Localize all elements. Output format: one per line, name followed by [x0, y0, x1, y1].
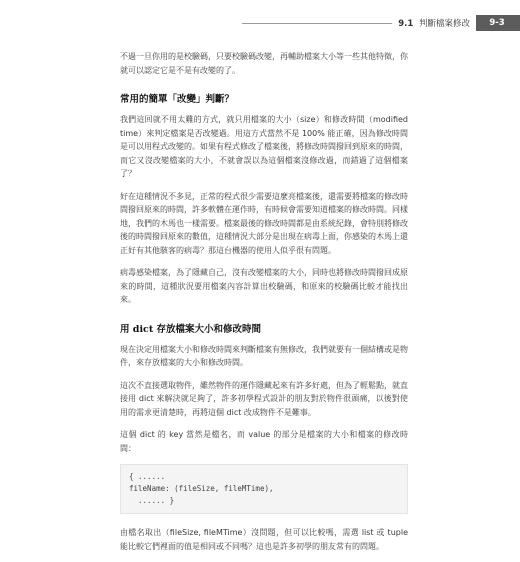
code-block: { ...... fileName: (fileSize, fileMTime), ...... } [120, 464, 408, 514]
paragraph-compare: 由檔名取出（fileSize, fileMTime）沒問題，但可以比較嗎，需選 list 或 tuple 能比較它們裡面的值是相同或不同嗎？這也是許多初學的朋友常有的問題。 [120, 528, 408, 551]
page-number: 9-3 [476, 15, 520, 31]
paragraph-virus: 病毒感染檔案，為了隱藏自己，沒有改變檔案的大小，同時也將修改時間撥回成原來的時間，這種狀況要用檔案內容計算出校驗碼，和原來的校驗碼比較才能找出來。 [120, 268, 408, 304]
paragraph-use-dict: 這次不直接選取物件，雖然物件的運作隱藏起來有許多好處，但為了輕鬆點，就直接用 dict 來解決就足夠了，許多初學程式設計的朋友對於物件很頭痛，以後對使用的需求更清楚時，再將這個 dict 改成物件不是難事。 [120, 380, 408, 417]
running-header [242, 14, 520, 32]
header-section-number: 9.1 [398, 19, 414, 29]
header-rule [242, 23, 392, 24]
paragraph-rare-case: 好在這種情況不多見，正常的程式很少需要這麼亮檔案後，還需要將檔案的修改時間撥回原來的時間，許多軟體在運作時，有時候會需要知道檔案的修改時間。同樣地，我們的木馬也一樣需要。檔案最後的修改時間都是由系統紀錄，會特別將修改後的時間撥回原來的數值，這種情況大部分是出現在病毒上面，你感染的木馬上還正好有其他駭客的病毒？那這台機器的使用人似乎很有問題。 [120, 191, 408, 255]
section-heading-simple-change: 常用的簡單「改變」判斷？ [120, 94, 235, 105]
section-heading-dict: 用 dict 存放檔案大小和修改時間 [120, 323, 262, 335]
header-chapter-title: 判斷檔案修改 [418, 19, 470, 29]
paragraph-intro: 不過一旦你用的是校驗碼，只要校驗碼改變，再輔助檔案大小等一些其他特徵，你就可以認定它是不是有改變的了。 [120, 52, 408, 75]
page-body [120, 50, 408, 562]
paragraph-structure: 現在決定用檔案大小和修改時間來判斷檔案有無修改，我們就要有一個結構或是物件，來存放檔案的大小和修改時間。 [120, 344, 408, 367]
paragraph-key-value: 這個 dict 的 key 當然是檔名，而 value 的部分是檔案的大小和檔案的修改時間： [120, 430, 408, 453]
paragraph-size-and-time: 我們這回就不用太難的方式，就只用檔案的大小（size）和修改時間（modified time）來判定檔案是否改變過。用這方式當然不是 100% 能正確，因為修改時間是可以用程式改變的。如果有程式修改了檔案後，將修改時間撥回到原來的時間，而它又沒改變檔案的大小，不就會誤以為這個檔案沒修改過，而錯過了這個檔案了？ [120, 115, 408, 178]
header-label [398, 17, 470, 29]
